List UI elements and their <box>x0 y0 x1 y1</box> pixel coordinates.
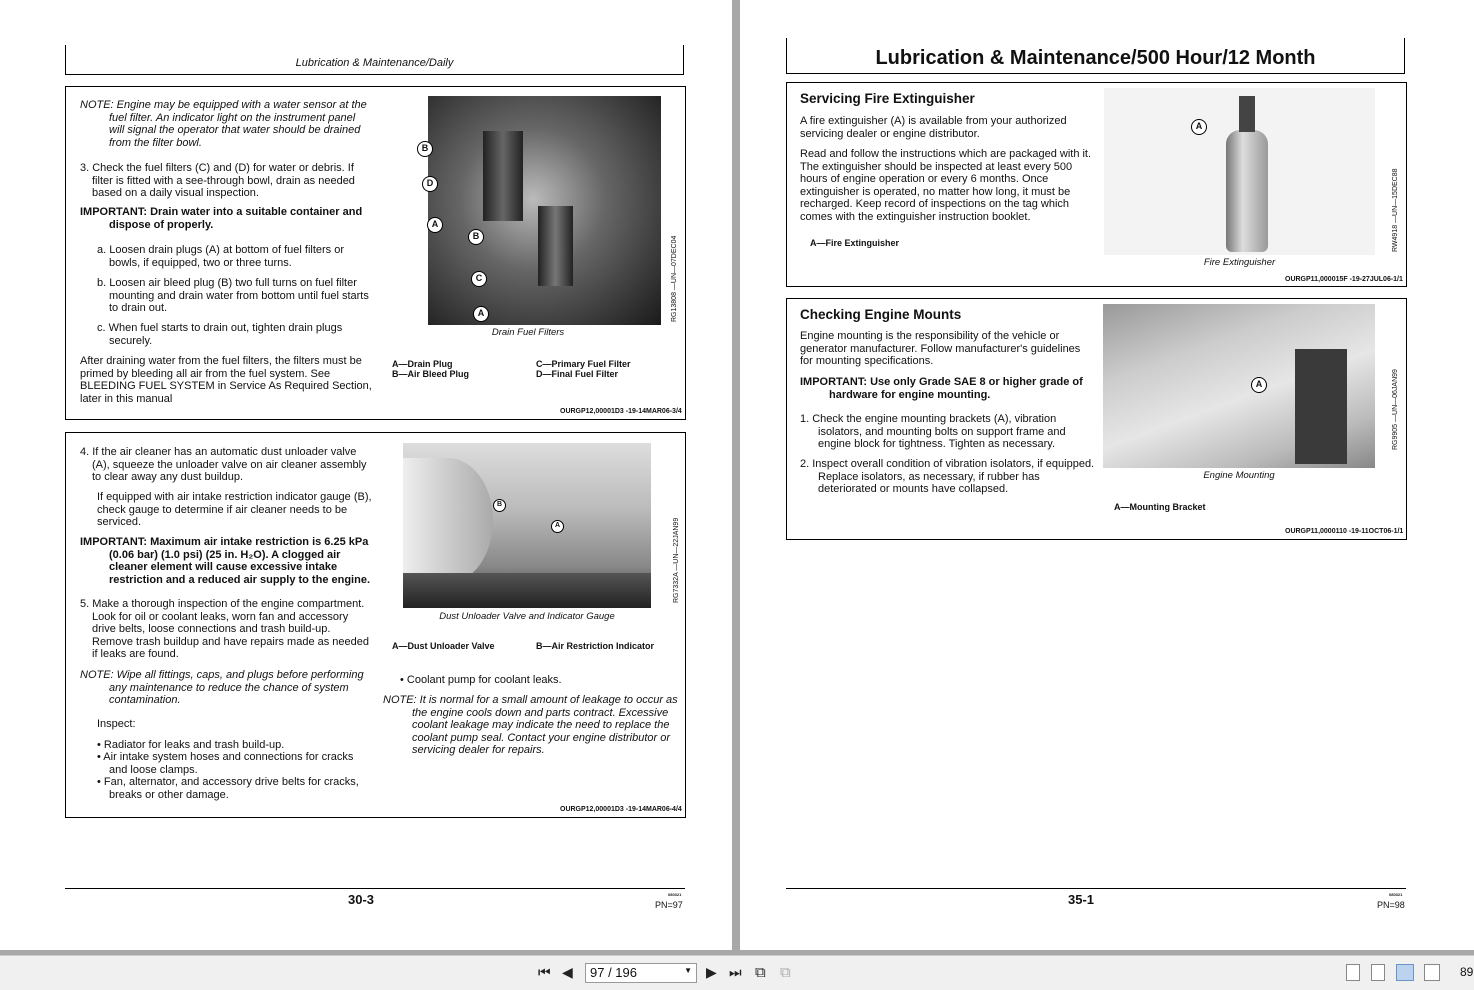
right-page <box>740 0 1474 950</box>
reference-code: OURGP12,00001D3 -19-14MAR06-3/4 <box>560 408 682 415</box>
step-5: 5. Make a thorough inspection of the engine compartment. Look for oil or coolant leaks, worn fan and accessory drive belts, loose connections and trash build-up. Remove trash buildup and have repairs made as needed if leaks are found. <box>80 598 370 661</box>
previous-view-icon[interactable]: ⧉ <box>755 964 766 981</box>
legend-c: C—Primary Fuel Filter <box>536 359 631 369</box>
paragraph: Engine mounting is the responsibility of the vehicle or generator manufacturer. Follow manufacturer's guidelines for mounting specifications. <box>800 330 1081 368</box>
important-restriction: IMPORTANT: Maximum air intake restriction is 6.25 kPa (0.06 bar) (1.0 psi) (25 in. H₂O). A clogged air cleaner element will cause excessive intake restriction and a reduced air supply to the engine. <box>80 536 370 586</box>
callout-b: B <box>493 499 506 512</box>
callout-b: B <box>417 141 433 157</box>
inspect-item: • Coolant pump for coolant leaks. <box>400 674 562 686</box>
left-page <box>0 0 732 950</box>
after-draining: After draining water from the fuel filters, the filters must be primed by bleeding all air from the fuel system. See BLEEDING FUEL SYSTEM in Service As Required Section, later in this manual <box>80 355 372 405</box>
note-coolant: NOTE: It is normal for a small amount of leakage to occur as the engine cools down and parts contract. Excessive coolant leakage may indicate the need to replace the coolant pump seal. Contact your engine distributor or servicing dealer for repairs. <box>383 694 678 757</box>
single-page-view-icon[interactable] <box>1346 964 1360 981</box>
previous-page-icon[interactable]: ◀ <box>562 964 573 980</box>
section-title: Servicing Fire Extinguisher <box>800 91 975 106</box>
inspect-item: • Radiator for leaks and trash build-up. <box>97 739 285 751</box>
pn-number: PN=97 <box>655 900 683 910</box>
image-id: RG7332A —UN—22JAN99 <box>673 517 680 603</box>
zoom-level[interactable]: 89 <box>1460 965 1474 979</box>
photo-caption: Dust Unloader Valve and Indicator Gauge <box>439 611 615 622</box>
step-4: 4. If the air cleaner has an automatic dust unloader valve (A), squeeze the unloader valve on air cleaner assembly to clear away any dust buildup. <box>80 446 367 484</box>
legend-d: D—Final Fuel Filter <box>536 369 619 379</box>
image-id: RG9905 —UN—06JAN99 <box>1392 369 1399 450</box>
callout-d: D <box>422 176 438 192</box>
reference-code: OURGP11,000015F -19-27JUL06-1/1 <box>1285 276 1403 283</box>
legend-a: A—Mounting Bracket <box>1114 502 1206 512</box>
callout-a: A <box>1251 377 1267 393</box>
continuous-view-icon[interactable] <box>1371 964 1385 981</box>
next-view-icon[interactable]: ⧉ <box>780 964 791 981</box>
paragraph: Read and follow the instructions which are packaged with it. The extinguisher should be inspected at least every 500 hours of engine operation or every 6 months. Once extinguisher is operated, no matter how long, it must be recharged. Keep record of inspections on the tag which comes with the extinguisher instruction booklet. <box>800 148 1092 223</box>
footer-rule <box>65 888 685 889</box>
photo-caption: Engine Mounting <box>1203 470 1275 481</box>
legend-b: B—Air Bleed Plug <box>392 369 470 379</box>
pdf-navigation-toolbar <box>0 955 1474 990</box>
photo-caption: Fire Extinguisher <box>1203 257 1276 268</box>
inspect-item: • Fan, alternator, and accessory drive belts for cracks, breaks or other damage. <box>97 776 359 801</box>
step-3: 3. Check the fuel filters (C) and (D) for water or debris. If filter is fitted with a see-through bowl, drain as needed based on a daily visual inspection. <box>80 162 355 200</box>
legend-a: A—Dust Unloader Valve <box>392 641 495 651</box>
first-page-icon[interactable]: ⏮ <box>538 964 551 980</box>
note-water-sensor: NOTE: Engine may be equipped with a water sensor at the fuel filter. An indicator light on the instrument panel will signal the operator that water should be drained from the filter bowl. <box>80 99 367 149</box>
section-title: Checking Engine Mounts <box>800 307 962 322</box>
inspect-item: • Air intake system hoses and connections for cracks and loose clamps. <box>97 751 354 776</box>
facing-pages-view-icon[interactable] <box>1396 964 1414 981</box>
drain-fuel-filters-photo <box>428 96 661 325</box>
continuous-facing-view-icon[interactable] <box>1424 964 1440 981</box>
engine-mounting-photo <box>1103 304 1375 468</box>
callout-a: A <box>551 520 564 533</box>
step-c: c. When fuel starts to drain out, tighten drain plugs securely. <box>97 322 343 347</box>
image-id: RG13808 —UN—07DEC04 <box>671 235 678 322</box>
callout-a: A <box>427 217 443 233</box>
next-page-icon[interactable]: ▶ <box>706 964 717 980</box>
paragraph: A fire extinguisher (A) is available from your authorized servicing dealer or engine distributor. <box>800 115 1067 140</box>
callout-c: C <box>471 271 487 287</box>
step-4-gauge: If equipped with air intake restriction indicator gauge (B), check gauge to determine if air cleaner needs to be serviced. <box>97 491 372 529</box>
fire-extinguisher-photo <box>1104 88 1375 255</box>
page-number-value: 97 / 196 <box>590 965 637 980</box>
legend-a: A—Drain Plug <box>392 359 453 369</box>
footer-code: 080321 <box>668 892 682 897</box>
image-id: RW4918 —UN—15DEC88 <box>1392 168 1399 252</box>
legend-b: B—Air Restriction Indicator <box>536 641 655 651</box>
callout-a: A <box>1191 119 1207 135</box>
note-wipe: NOTE: Wipe all fittings, caps, and plugs before performing any maintenance to reduce the chance of system contamination. <box>80 669 364 707</box>
page-header: Lubrication & Maintenance/500 Hour/12 Month <box>875 47 1316 69</box>
page-header: Lubrication & Maintenance/Daily <box>295 57 454 69</box>
footer-rule <box>786 888 1406 889</box>
page-number: 35-1 <box>1068 892 1095 907</box>
step-2: 2. Inspect overall condition of vibration isolators, if equipped. Replace isolators, as necessary, if rubber has deteriorated or mounts have collapsed. <box>800 458 1095 496</box>
footer-code: 080321 <box>1389 892 1403 897</box>
callout-b: B <box>468 229 484 245</box>
important-hardware: IMPORTANT: Use only Grade SAE 8 or higher grade of hardware for engine mounting. <box>800 376 1083 401</box>
reference-code: OURGP12,00001D3 -19-14MAR06-4/4 <box>560 806 682 813</box>
page-number: 30-3 <box>348 892 375 907</box>
callout-a: A <box>473 306 489 322</box>
step-a: a. Loosen drain plugs (A) at bottom of fuel filters or bowls, if equipped, two or three turns. <box>97 244 345 269</box>
step-b: b. Loosen air bleed plug (B) two full turns on fuel filter mounting and drain water from bottom until fuel starts to drain out. <box>97 277 369 315</box>
pn-number: PN=98 <box>1377 900 1405 910</box>
last-page-icon[interactable]: ⏭ <box>729 964 742 980</box>
reference-code: OURGP11,0000110 -19-11OCT06-1/1 <box>1285 528 1404 535</box>
inspect-label: Inspect: <box>97 718 136 730</box>
step-1: 1. Check the engine mounting brackets (A), vibration isolators, and mounting bolts on support frame and engine block for tightness. Tighten as necessary. <box>800 413 1066 451</box>
page-number-input[interactable] <box>585 963 697 983</box>
important-drain: IMPORTANT: Drain water into a suitable container and dispose of properly. <box>80 206 363 231</box>
chevron-down-icon[interactable]: ▼ <box>684 966 692 975</box>
legend-a: A—Fire Extinguisher <box>810 238 900 248</box>
dust-unloader-photo <box>403 443 651 608</box>
photo-caption: Drain Fuel Filters <box>491 327 565 338</box>
